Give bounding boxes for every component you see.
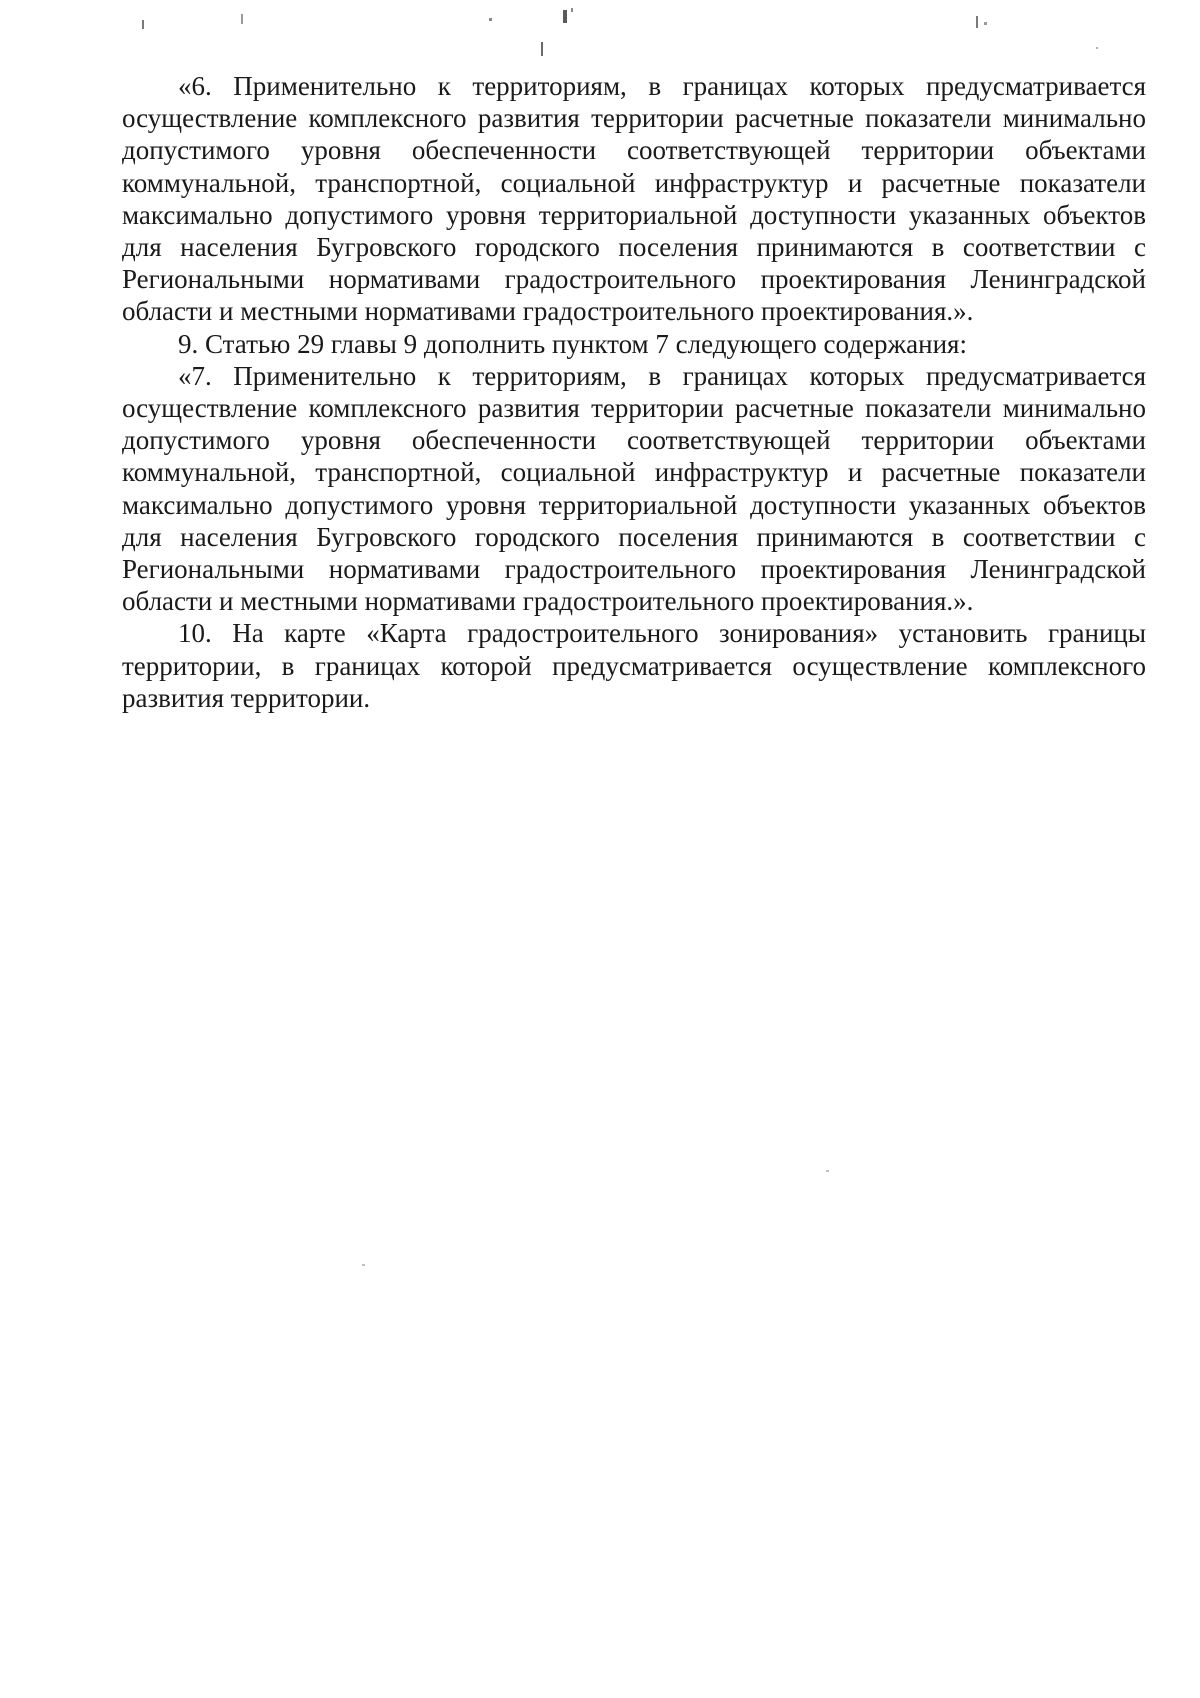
scan-speck xyxy=(541,42,543,56)
document-body xyxy=(122,70,1146,714)
paragraph-point-6: «6. Применительно к территориям, в границах которых предусматривается осуществление комплексного развития территории расчетные показатели минимально допустимого уровня обеспеченности соответствующей территории объектами коммунальной, транспортной, социальной инфраструктур и расчетные показатели максимально допустимого уровня территориальной доступности указанных объектов для населения Бугровского городского поселения принимаются в соответствии с Региональными нормативами градостроительного проектирования Ленинградской области и местными нормативами градостроительного проектирования.». xyxy=(122,71,1146,327)
paragraph-point-7: «7. Применительно к территориям, в границах которых предусматривается осуществление комплексного развития территории расчетные показатели минимально допустимого уровня обеспеченности соответствующей территории объектами коммунальной, транспортной, социальной инфраструктур и расчетные показатели максимально допустимого уровня территориальной доступности указанных объектов для населения Бугровского городского поселения принимаются в соответствии с Региональными нормативами градостроительного проектирования Ленинградской области и местными нормативами градостроительного проектирования.». xyxy=(122,360,1146,617)
paragraph-article-29-amendment: 9. Статью 29 главы 9 дополнить пунктом 7 следующего содержания: xyxy=(178,328,967,359)
scan-speck xyxy=(563,10,567,23)
scan-speck xyxy=(984,22,987,25)
scan-speck xyxy=(489,18,492,21)
scan-speck xyxy=(142,20,144,29)
scan-speck xyxy=(1096,47,1098,49)
scan-speck xyxy=(241,14,243,24)
paragraph-item-10: 10. На карте «Карта градостроительного зонирования» установить границы территории, в границах которой предусматривается осуществление комплексного развития территории. xyxy=(122,618,1146,713)
scan-speck xyxy=(362,1264,365,1266)
scan-speck xyxy=(571,8,573,12)
scan-speck xyxy=(826,1170,829,1172)
scan-speck xyxy=(976,16,978,28)
